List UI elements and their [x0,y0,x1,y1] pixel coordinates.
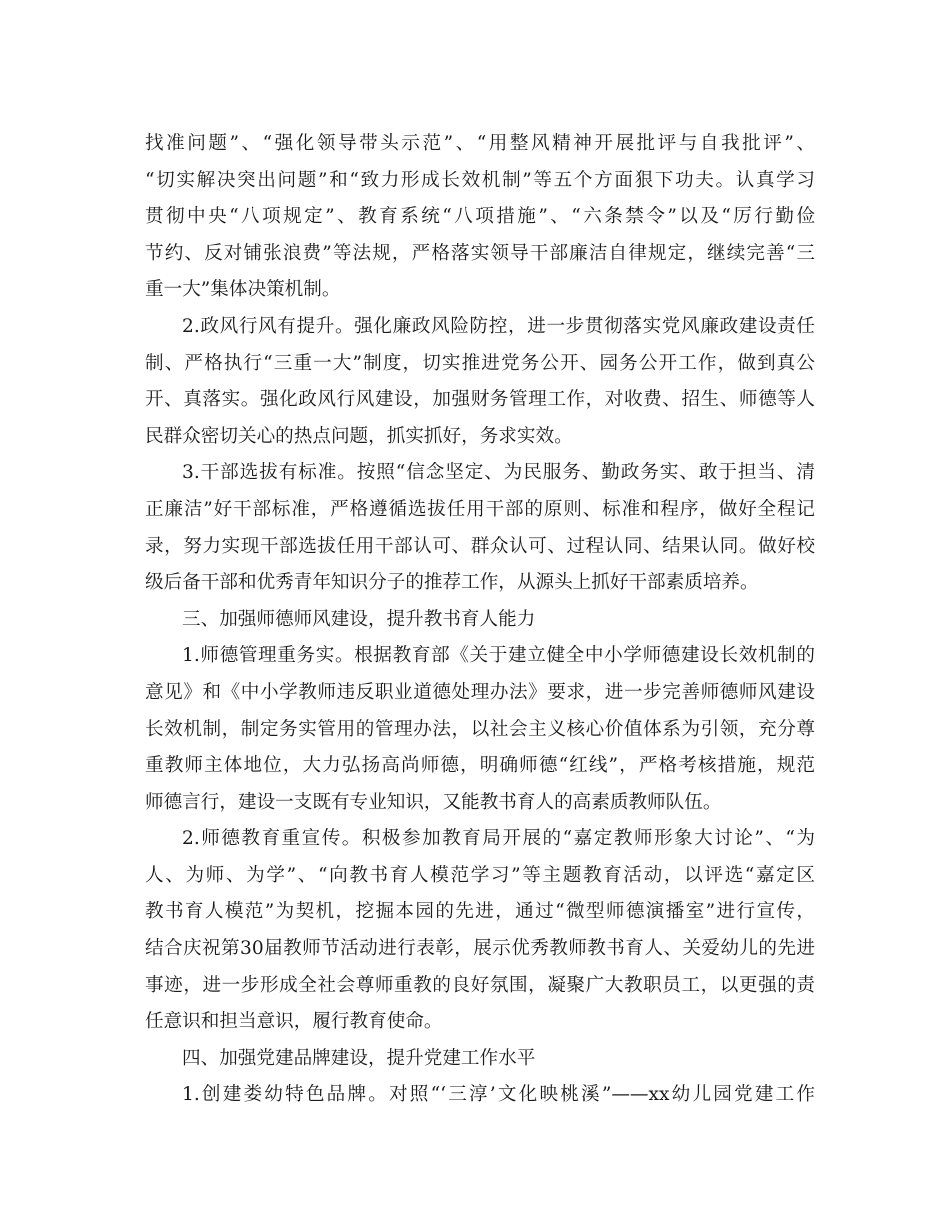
text-line: 结合庆祝第30届教师节活动进行表彰，展示优秀教师教书育人、关爱幼儿的先进 [145,938,815,960]
text-line: 师德言行，建设一支既有专业知识，又能教书育人的高素质教师队伍。 [145,791,722,813]
text-line: 录，努力实现干部选拔任用干部认可、群众认可、过程认同、结果认同。做好校 [145,535,815,557]
section-heading: 四、加强党建品牌建设，提升党建工作水平 [182,1047,536,1069]
text-line: 长效机制，制定务实管用的管理办法，以社会主义核心价值体系为引领，充分尊 [145,718,815,740]
text-line: 民群众密切关心的热点问题，抓实抓好，务求实效。 [145,425,573,447]
text-line: 贯彻中央“八项规定”、教育系统“八项措施”、“六条禁令”以及“厉行勤俭 [145,206,815,228]
paragraph-start-line: 3.干部选拔有标准。按照“信念坚定、为民服务、勤政务实、敢于担当、清 [182,462,815,484]
paragraph-start-line: 2.师德教育重宣传。积极参加教育局开展的“嘉定教师形象大讨论”、“为 [182,828,815,850]
text-line: 节约、反对铺张浪费”等法规，严格落实领导干部廉洁自律规定，继续完善“三 [145,242,815,264]
text-line: 制、严格执行“三重一大”制度，切实推进党务公开、园务公开工作，做到真公 [145,352,815,374]
paragraph-start-line: 2.政风行风有提升。强化廉政风险防控，进一步贯彻落实党风廉政建设责任 [182,315,815,337]
text-line: 人、为师、为学”、“向教书育人模范学习”等主题教育活动，以评选“嘉定区 [145,864,815,886]
text-line: 开、真落实。强化政风行风建设，加强财务管理工作，对收费、招生、师德等人 [145,389,815,411]
text-line: 级后备干部和优秀青年知识分子的推荐工作，从源头上抓好干部素质培养。 [145,572,759,594]
text-line: 教书育人模范”为契机，挖掘本园的先进，通过“微型师德演播室”进行宣传， [145,901,815,923]
text-line: 事迹，进一步形成全社会尊师重教的良好氛围，凝聚广大教职员工，以更强的责 [145,974,815,996]
text-line: 意见》和《中小学教师违反职业道德处理办法》要求，进一步完善师德师风建设 [145,681,815,703]
text-line: “切实解决突出问题”和“致力形成长效机制”等五个方面狠下功夫。认真学习 [145,169,815,191]
text-line: 重一大”集体决策机制。 [145,279,341,301]
text-line: 找准问题”、“强化领导带头示范”、“用整风精神开展批评与自我批评”、 [145,133,815,154]
document-body [145,126,815,1114]
text-line: 重教师主体地位，大力弘扬高尚师德，明确师德“红线”，严格考核措施，规范 [145,755,815,777]
section-heading: 三、加强师德师风建设，提升教书育人能力 [182,608,536,630]
paragraph-start-line: 1.师德管理重务实。根据教育部《关于建立健全中小学师德建设长效机制的 [182,645,815,667]
text-line: 任意识和担当意识，履行教育使命。 [145,1011,443,1033]
paragraph-start-line: 1.创建娄幼特色品牌。对照“‘三淳’文化映桃溪”——xx幼儿园党建工作 [182,1084,815,1106]
text-line: 正廉洁”好干部标准，严格遵循选拔任用干部的原则、标准和程序，做好全程记 [145,498,815,520]
